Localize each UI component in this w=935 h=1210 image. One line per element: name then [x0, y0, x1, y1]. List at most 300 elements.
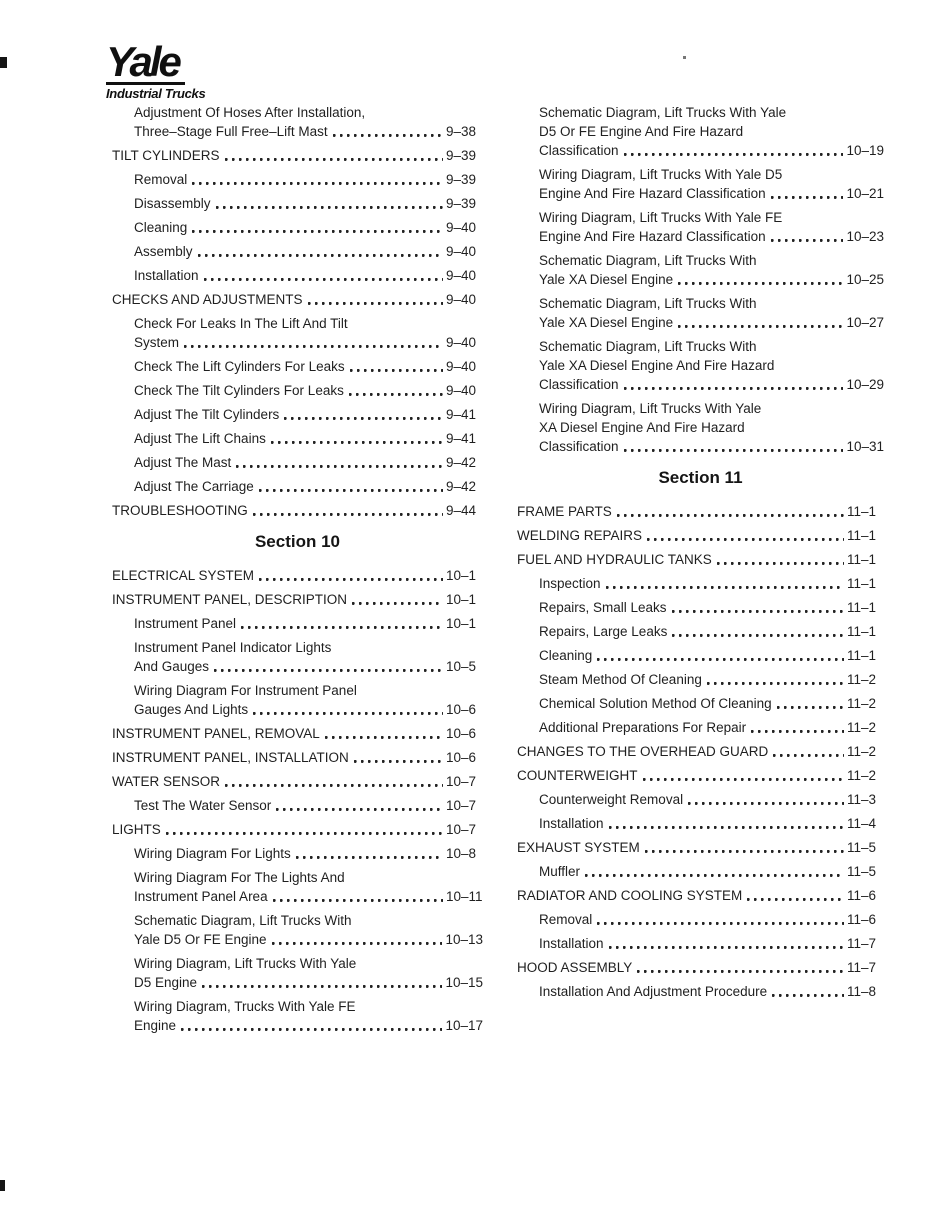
toc-entry-text: Installation: [539, 816, 604, 831]
toc-entry-lastline: [539, 670, 884, 689]
dot-leader: [166, 820, 443, 839]
page-number: 10–7: [446, 798, 477, 813]
toc-entry-lastline: [539, 646, 884, 665]
dot-leader: [225, 146, 443, 165]
toc-entry: [112, 796, 483, 815]
page-number: 10–21: [846, 186, 884, 201]
toc-entry-text: Yale XA Diesel Engine And Fire Hazard: [539, 358, 775, 373]
toc-entry-text: Installation: [539, 936, 604, 951]
toc-entry-lastline: [112, 724, 483, 743]
toc-column-left: [112, 103, 483, 1040]
toc-entry-text: WELDING REPAIRS: [517, 528, 643, 543]
dot-leader: [198, 242, 443, 261]
toc-entry-text: Assembly: [134, 244, 193, 259]
page-number: 10–1: [446, 592, 477, 607]
toc-entry: [517, 165, 884, 203]
page-number: 10–25: [846, 272, 884, 287]
toc-entry-text: INSTRUMENT PANEL, INSTALLATION: [112, 750, 349, 765]
toc-entry: [517, 934, 884, 953]
toc-entry: [112, 194, 483, 213]
toc-entry-lastline: [539, 598, 884, 617]
toc-entry-lastline: [134, 657, 483, 676]
page-number: 11–4: [847, 816, 877, 831]
page-number: 11–1: [847, 624, 877, 639]
dot-leader: [350, 357, 443, 376]
toc-entry-lastline: [134, 453, 483, 472]
toc-entry-lastline: [134, 887, 483, 906]
page-number: 11–2: [847, 744, 877, 759]
page-number: 10–6: [446, 726, 477, 741]
toc-entry-lastline: [112, 772, 483, 791]
toc-entry-text: Installation: [134, 268, 199, 283]
toc-entry: [517, 838, 884, 857]
scan-artifact: [0, 1180, 5, 1191]
toc-entry-text: Test The Water Sensor: [134, 798, 272, 813]
page-number: 11–1: [847, 648, 877, 663]
toc-entry-text: Adjust The Lift Chains: [134, 431, 266, 446]
toc-entry: [112, 266, 483, 285]
toc-entry: [517, 294, 884, 332]
toc-entry-lastline: [539, 313, 884, 332]
toc-entry-text: Classification: [539, 143, 619, 158]
toc-entry-text: Classification: [539, 377, 619, 392]
page-number: 9–38: [446, 124, 477, 139]
toc-entry-text: Chemical Solution Method Of Cleaning: [539, 696, 772, 711]
section-heading: Section 10: [254, 532, 341, 551]
toc-entry-text: System: [134, 335, 180, 350]
page-number: 10–7: [446, 774, 477, 789]
toc-entry: [517, 790, 884, 809]
dot-leader: [202, 973, 442, 992]
toc-entry-lastline: [539, 227, 884, 246]
page-number: 11–2: [847, 672, 877, 687]
page-number: 9–39: [446, 172, 477, 187]
dot-leader: [645, 838, 844, 857]
dot-leader: [253, 700, 443, 719]
page-number: 9–40: [446, 292, 477, 307]
toc-entry-lastline: [517, 526, 884, 545]
toc-entry-lastline: [112, 748, 483, 767]
dot-leader: [747, 886, 844, 905]
dot-leader: [624, 141, 844, 160]
toc-entry: [112, 103, 483, 141]
toc-entry: [517, 910, 884, 929]
toc-entry: [112, 290, 483, 309]
page-number: 10–1: [446, 616, 477, 631]
page-number: 11–1: [847, 600, 877, 615]
toc-entry-lastline: [517, 550, 884, 569]
toc-entry-text: FRAME PARTS: [517, 504, 612, 519]
toc-entry-lastline: [112, 290, 483, 309]
page-number: 10–29: [846, 377, 884, 392]
toc-entry-text: EXHAUST SYSTEM: [517, 840, 640, 855]
toc-entry-text: D5 Or FE Engine And Fire Hazard: [539, 124, 744, 139]
toc-entry: [112, 242, 483, 261]
toc-entry: [112, 820, 483, 839]
toc-entry-lastline: [134, 973, 483, 992]
toc-entry: [517, 502, 884, 521]
page-number: 10–19: [846, 143, 884, 158]
toc-entry-lastline: [134, 405, 483, 424]
toc-entry-text: Wiring Diagram, Lift Trucks With Yale FE: [539, 210, 783, 225]
toc-entry-lastline: [539, 375, 884, 394]
toc-entry: [112, 381, 483, 400]
toc-entry-text: Steam Method Of Cleaning: [539, 672, 702, 687]
toc-entry: [112, 844, 483, 863]
toc-entry: [517, 886, 884, 905]
page-number: 10–31: [846, 439, 884, 454]
toc-entry: [517, 670, 884, 689]
page-number: 11–2: [847, 768, 877, 783]
toc-entry: [112, 146, 483, 165]
toc-entry-text: TILT CYLINDERS: [112, 148, 220, 163]
page-number: 11–1: [847, 504, 877, 519]
toc-entry-lastline: [539, 270, 884, 289]
toc-entry-lastline: [539, 910, 884, 929]
toc-entry-lastline: [112, 501, 483, 520]
dot-leader: [772, 982, 844, 1001]
dot-leader: [272, 930, 443, 949]
toc-entry-text: Removal: [539, 912, 593, 927]
page-number: 10–11: [446, 889, 483, 904]
page-number: 10–13: [445, 932, 483, 947]
page-number: 9–42: [446, 455, 477, 470]
dot-leader: [777, 694, 844, 713]
toc-entry-lastline: [134, 930, 483, 949]
dot-leader: [296, 844, 443, 863]
dot-leader: [678, 270, 843, 289]
toc-entry: [517, 103, 884, 160]
yale-logo-text: Yale: [106, 44, 185, 85]
toc-entry-lastline: [539, 437, 884, 456]
toc-entry-text: Muffler: [539, 864, 581, 879]
dot-leader: [325, 724, 443, 743]
toc-entry: [517, 766, 884, 785]
dot-leader: [717, 550, 844, 569]
toc-entry-lastline: [134, 429, 483, 448]
dot-leader: [184, 333, 443, 352]
page-number: 10–8: [446, 846, 477, 861]
toc-entry: [517, 718, 884, 737]
dot-leader: [253, 501, 443, 520]
dot-leader: [204, 266, 443, 285]
page-number: 11–5: [847, 864, 877, 879]
toc-entry: [112, 954, 483, 992]
toc-entry-lastline: [134, 122, 483, 141]
dot-leader: [597, 910, 844, 929]
toc-entry-text: Inspection: [539, 576, 601, 591]
page-number: 9–40: [446, 335, 477, 350]
toc-entry: [112, 638, 483, 676]
toc-entry: [517, 862, 884, 881]
page-number: 11–1: [847, 552, 877, 567]
toc-entry-text: Engine And Fire Hazard Classification: [539, 229, 766, 244]
toc-entry-text: Instrument Panel Area: [134, 889, 268, 904]
toc-entry-text: Wiring Diagram, Lift Trucks With Yale: [539, 401, 762, 416]
toc-entry-text: INSTRUMENT PANEL, REMOVAL: [112, 726, 320, 741]
toc-entry-text: Wiring Diagram For Instrument Panel: [134, 683, 357, 698]
toc-entry-lastline: [539, 790, 884, 809]
toc-entry-lastline: [517, 766, 884, 785]
page-number: 10–17: [445, 1018, 483, 1033]
toc-entry-text: INSTRUMENT PANEL, DESCRIPTION: [112, 592, 348, 607]
dot-leader: [259, 477, 443, 496]
dot-leader: [181, 1016, 442, 1035]
toc-entry: [112, 453, 483, 472]
toc-entry-text: Adjust The Tilt Cylinders: [134, 407, 280, 422]
page-number: 10–15: [445, 975, 483, 990]
page-number: 11–3: [847, 792, 877, 807]
toc-entry: [112, 218, 483, 237]
page-number: 10–6: [446, 702, 477, 717]
toc-entry-text: Wiring Diagram For Lights: [134, 846, 291, 861]
toc-entry-text: Schematic Diagram, Lift Trucks With: [134, 913, 352, 928]
toc-entry-text: Additional Preparations For Repair: [539, 720, 747, 735]
dot-leader: [216, 194, 443, 213]
dot-leader: [624, 375, 844, 394]
toc-entry-text: HOOD ASSEMBLY: [517, 960, 633, 975]
dot-leader: [688, 790, 844, 809]
toc-entry-lastline: [539, 934, 884, 953]
toc-entry-lastline: [112, 566, 483, 585]
toc-entry-text: Schematic Diagram, Lift Trucks With: [539, 296, 757, 311]
toc-entry-text: Disassembly: [134, 196, 211, 211]
page-number: 9–39: [446, 148, 477, 163]
toc-entry-lastline: [539, 982, 884, 1001]
toc-entry-text: Cleaning: [539, 648, 593, 663]
toc-entry-text: Wiring Diagram, Trucks With Yale FE: [134, 999, 356, 1014]
toc-columns: [112, 103, 884, 1040]
dot-leader: [647, 526, 844, 545]
page-number: 11–8: [847, 984, 877, 999]
toc-entry: [112, 357, 483, 376]
toc-entry: [112, 566, 483, 585]
scan-artifact: [683, 56, 686, 59]
page-number: 11–6: [847, 888, 877, 903]
toc-entry-lastline: [539, 718, 884, 737]
toc-entry-lastline: [134, 218, 483, 237]
toc-entry-text: Wiring Diagram, Lift Trucks With Yale: [134, 956, 357, 971]
toc-entry: [112, 590, 483, 609]
toc-entry-text: Cleaning: [134, 220, 188, 235]
toc-column-right: [517, 103, 884, 1040]
toc-entry-lastline: [539, 141, 884, 160]
page-number: 11–7: [847, 936, 877, 951]
toc-entry-text: Yale D5 Or FE Engine: [134, 932, 267, 947]
toc-entry-lastline: [517, 886, 884, 905]
toc-entry: [112, 501, 483, 520]
dot-leader: [771, 184, 844, 203]
toc-entry: [517, 526, 884, 545]
toc-entry: [517, 694, 884, 713]
toc-entry-text: Gauges And Lights: [134, 702, 249, 717]
toc-entry-text: Check The Tilt Cylinders For Leaks: [134, 383, 344, 398]
toc-entry: [112, 614, 483, 633]
toc-entry: [517, 598, 884, 617]
toc-entry-lastline: [134, 1016, 483, 1035]
toc-entry-text: Engine And Fire Hazard Classification: [539, 186, 766, 201]
toc-entry-lastline: [134, 844, 483, 863]
toc-entry-text: Check For Leaks In The Lift And Tilt: [134, 316, 348, 331]
toc-entry-lastline: [134, 266, 483, 285]
page-number: 9–41: [446, 407, 477, 422]
toc-entry-text: Engine: [134, 1018, 177, 1033]
toc-entry-text: Instrument Panel Indicator Lights: [134, 640, 332, 655]
toc-entry-text: RADIATOR AND COOLING SYSTEM: [517, 888, 743, 903]
toc-entry: [112, 170, 483, 189]
dot-leader: [308, 290, 443, 309]
toc-entry: [517, 646, 884, 665]
toc-entry-text: FUEL AND HYDRAULIC TANKS: [517, 552, 712, 567]
dot-leader: [643, 766, 845, 785]
toc-entry-lastline: [134, 700, 483, 719]
toc-entry: [112, 911, 483, 949]
dot-leader: [707, 670, 844, 689]
page-number: 9–39: [446, 196, 477, 211]
toc-entry-text: Schematic Diagram, Lift Trucks With: [539, 339, 757, 354]
toc-entry-lastline: [134, 194, 483, 213]
toc-entry-lastline: [539, 574, 884, 593]
dot-leader: [236, 453, 443, 472]
toc-entry-lastline: [112, 146, 483, 165]
dot-leader: [672, 598, 844, 617]
dot-leader: [214, 657, 443, 676]
toc-entry: [517, 742, 884, 761]
page-number: 11–2: [847, 696, 877, 711]
toc-entry-lastline: [134, 477, 483, 496]
toc-entry: [517, 982, 884, 1001]
dot-leader: [771, 227, 844, 246]
toc-entry-lastline: [134, 381, 483, 400]
dot-leader: [273, 887, 443, 906]
toc-entry-text: Adjust The Mast: [134, 455, 232, 470]
dot-leader: [585, 862, 844, 881]
toc-entry: [517, 208, 884, 246]
dot-leader: [352, 590, 443, 609]
toc-entry-lastline: [134, 357, 483, 376]
dot-leader: [192, 170, 443, 189]
toc-entry-lastline: [539, 814, 884, 833]
yale-logo: [106, 38, 206, 101]
toc-entry-text: Check The Lift Cylinders For Leaks: [134, 359, 345, 374]
toc-entry: [112, 868, 483, 906]
toc-entry: [517, 399, 884, 456]
dot-leader: [271, 429, 443, 448]
dot-leader: [609, 934, 844, 953]
toc-entry-lastline: [134, 170, 483, 189]
page-number: 11–2: [847, 720, 877, 735]
toc-entry: [112, 681, 483, 719]
toc-entry-text: ELECTRICAL SYSTEM: [112, 568, 255, 583]
toc-entry-text: Schematic Diagram, Lift Trucks With: [539, 253, 757, 268]
toc-entry-text: Yale XA Diesel Engine: [539, 272, 674, 287]
toc-entry-lastline: [134, 796, 483, 815]
toc-entry-text: Three–Stage Full Free–Lift Mast: [134, 124, 328, 139]
scan-artifact: [0, 57, 7, 68]
dot-leader: [349, 381, 443, 400]
toc-entry-text: CHECKS AND ADJUSTMENTS: [112, 292, 303, 307]
page-number: 10–5: [446, 659, 477, 674]
toc-entry-text: And Gauges: [134, 659, 210, 674]
page-number: 9–44: [446, 503, 477, 518]
page-number: 9–40: [446, 383, 477, 398]
toc-entry-lastline: [134, 614, 483, 633]
toc-entry: [517, 337, 884, 394]
toc-entry-text: Removal: [134, 172, 188, 187]
toc-entry-lastline: [134, 333, 483, 352]
page-number: 10–6: [446, 750, 477, 765]
toc-entry-lastline: [517, 838, 884, 857]
toc-entry: [112, 772, 483, 791]
toc-entry-text: WATER SENSOR: [112, 774, 221, 789]
toc-entry: [517, 622, 884, 641]
toc-entry-text: Instrument Panel: [134, 616, 237, 631]
toc-entry-text: Classification: [539, 439, 619, 454]
page-number: 11–7: [847, 960, 877, 975]
toc-entry-lastline: [517, 958, 884, 977]
toc-entry-text: Yale XA Diesel Engine: [539, 315, 674, 330]
dot-leader: [241, 614, 443, 633]
toc-entry-text: Adjustment Of Hoses After Installation,: [134, 105, 366, 120]
page-number: 10–7: [446, 822, 477, 837]
toc-entry-text: Repairs, Small Leaks: [539, 600, 667, 615]
page-number: 10–1: [446, 568, 477, 583]
toc-entry-lastline: [517, 502, 884, 521]
page-number: 11–6: [847, 912, 877, 927]
toc-entry: [112, 405, 483, 424]
dot-leader: [751, 718, 844, 737]
toc-entry-text: XA Diesel Engine And Fire Hazard: [539, 420, 745, 435]
toc-entry-lastline: [539, 862, 884, 881]
yale-logo-tagline: Industrial Trucks: [106, 85, 206, 101]
toc-entry-text: COUNTERWEIGHT: [517, 768, 638, 783]
page-number: 10–23: [846, 229, 884, 244]
dot-leader: [624, 437, 844, 456]
toc-entry-text: CHANGES TO THE OVERHEAD GUARD: [517, 744, 769, 759]
dot-leader: [773, 742, 844, 761]
toc-entry: [517, 574, 884, 593]
toc-entry: [112, 429, 483, 448]
toc-entry-lastline: [112, 820, 483, 839]
dot-leader: [259, 566, 443, 585]
toc-entry-text: Counterweight Removal: [539, 792, 684, 807]
toc-entry-text: TROUBLESHOOTING: [112, 503, 248, 518]
page-number: 11–1: [847, 576, 877, 591]
toc-entry-text: Installation And Adjustment Procedure: [539, 984, 768, 999]
toc-entry: [112, 997, 483, 1035]
toc-entry-text: D5 Engine: [134, 975, 198, 990]
toc-entry-lastline: [539, 694, 884, 713]
page-number: 9–40: [446, 244, 477, 259]
toc-entry-lastline: [112, 590, 483, 609]
dot-leader: [192, 218, 443, 237]
page-number: 11–1: [847, 528, 877, 543]
dot-leader: [284, 405, 443, 424]
dot-leader: [597, 646, 844, 665]
dot-leader: [606, 574, 844, 593]
dot-leader: [617, 502, 844, 521]
dot-leader: [637, 958, 844, 977]
dot-leader: [225, 772, 443, 791]
dot-leader: [276, 796, 443, 815]
page-number: 9–40: [446, 268, 477, 283]
toc-entry-text: LIGHTS: [112, 822, 161, 837]
toc-entry-lastline: [517, 742, 884, 761]
toc-entry: [517, 550, 884, 569]
toc-entry: [517, 814, 884, 833]
toc-entry-text: Adjust The Carriage: [134, 479, 254, 494]
section-heading: Section 11: [658, 468, 743, 487]
